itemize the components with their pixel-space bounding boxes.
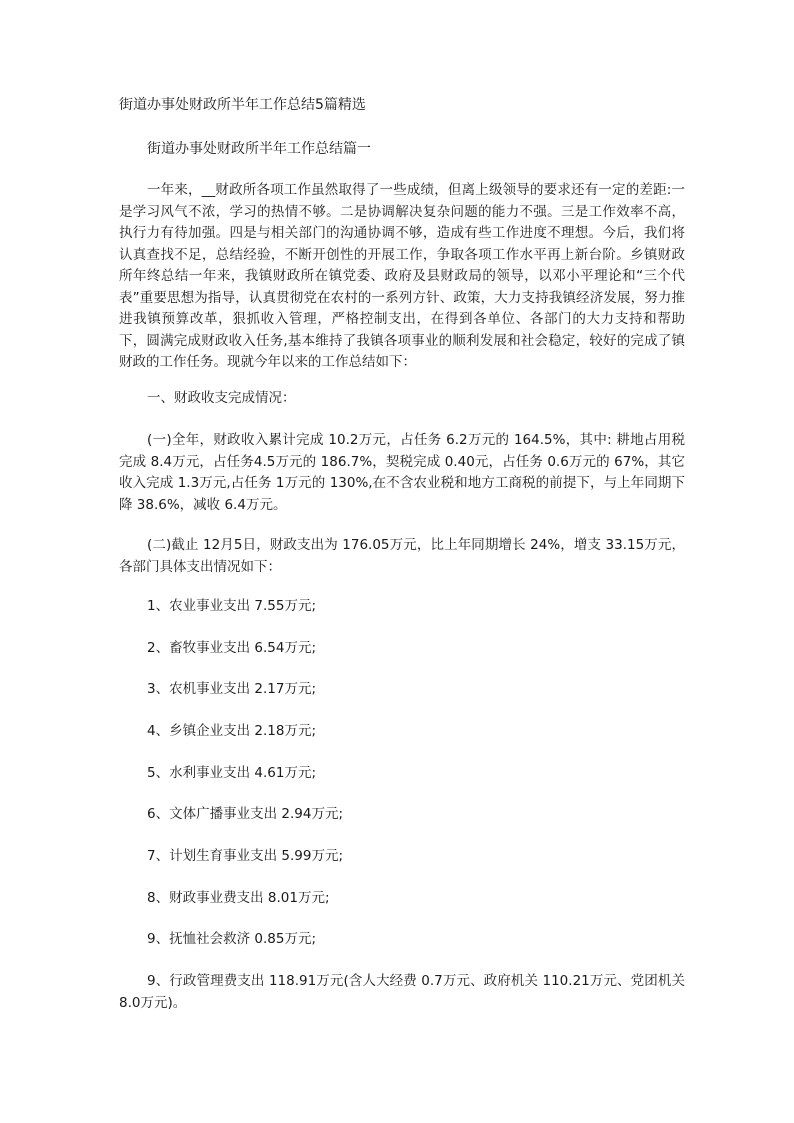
expense-item: 9、抚恤社会救济 0.85万元;	[147, 931, 316, 947]
expense-item: 6、文体广播事业支出 2.94万元;	[147, 806, 343, 822]
intro-paragraph: 一年来，__财政所各项工作虽然取得了一些成绩，但离上级领导的要求还有一定的差距:一是学习风气不浓，学习的热情不够。二是协调解决复杂问题的能力不强。三是工作效率不高，执行力有待加强。四是与相关部门的沟通协调不够，造成有些工作进度不理想。今后，我们将认真查找不足，总结经验，不断开创性的开展工作，争取各项工作水平再上新台阶。乡镇财政所年终总结一年来，我镇财政所在镇党委、政府及县财政局的领导，以邓小平理论和“三个代表”重要思想为指导，认真贯彻党在农村的一系列方针、政策，大力支持我镇经济发展，努力推进我镇预算改革，狠抓收入管理，严格控制支出，在得到各单位、各部门的大力支持和帮助下，圆满完成财政收入任务,基本维持了我镇各项事业的顺利发展和社会稳定，较好的完成了镇财政的工作任务。现就今年以来的工作总结如下：	[119, 182, 685, 370]
section-title: 街道办事处财政所半年工作总结篇一	[147, 141, 371, 157]
expense-item: 7、计划生育事业支出 5.99万元;	[147, 848, 343, 864]
admin-expense-paragraph: 9、行政管理费支出 118.91万元(含人大经费 0.7万元、政府机关 110.21万元、党团机关 8.0万元)。	[119, 973, 685, 1011]
heading-income-expense: 一、财政收支完成情况：	[147, 390, 296, 406]
income-paragraph: (一)全年，财政收入累计完成 10.2万元，占任务 6.2万元的 164.5%，其中: 耕地占用税完成 8.4万元，占任务4.5万元的 186.7%，契税完成 0.40元，占任务 0.6万元的 67%，其它收入完成 1.3万元,占任务 1万元的 130%,在不含农业税和地方工商税的前提下，与上年同期下降 38.6%，减收 6.4万元。	[119, 432, 685, 513]
expense-item: 5、水利事业支出 4.61万元;	[147, 765, 316, 781]
document-title: 街道办事处财政所半年工作总结5篇精选	[119, 97, 366, 113]
expense-item: 2、畜牧事业支出 6.54万元;	[147, 640, 316, 656]
expense-item: 8、财政事业费支出 8.01万元;	[147, 890, 330, 906]
expense-item: 4、乡镇企业支出 2.18万元;	[147, 723, 316, 739]
expense-item: 3、农机事业支出 2.17万元;	[147, 681, 316, 697]
expense-paragraph: (二)截止 12月5日，财政支出为 176.05万元，比上年同期增长 24%，增支 33.15万元，各部门具体支出情况如下：	[119, 537, 685, 575]
expense-item: 1、农业事业支出 7.55万元;	[147, 598, 316, 614]
